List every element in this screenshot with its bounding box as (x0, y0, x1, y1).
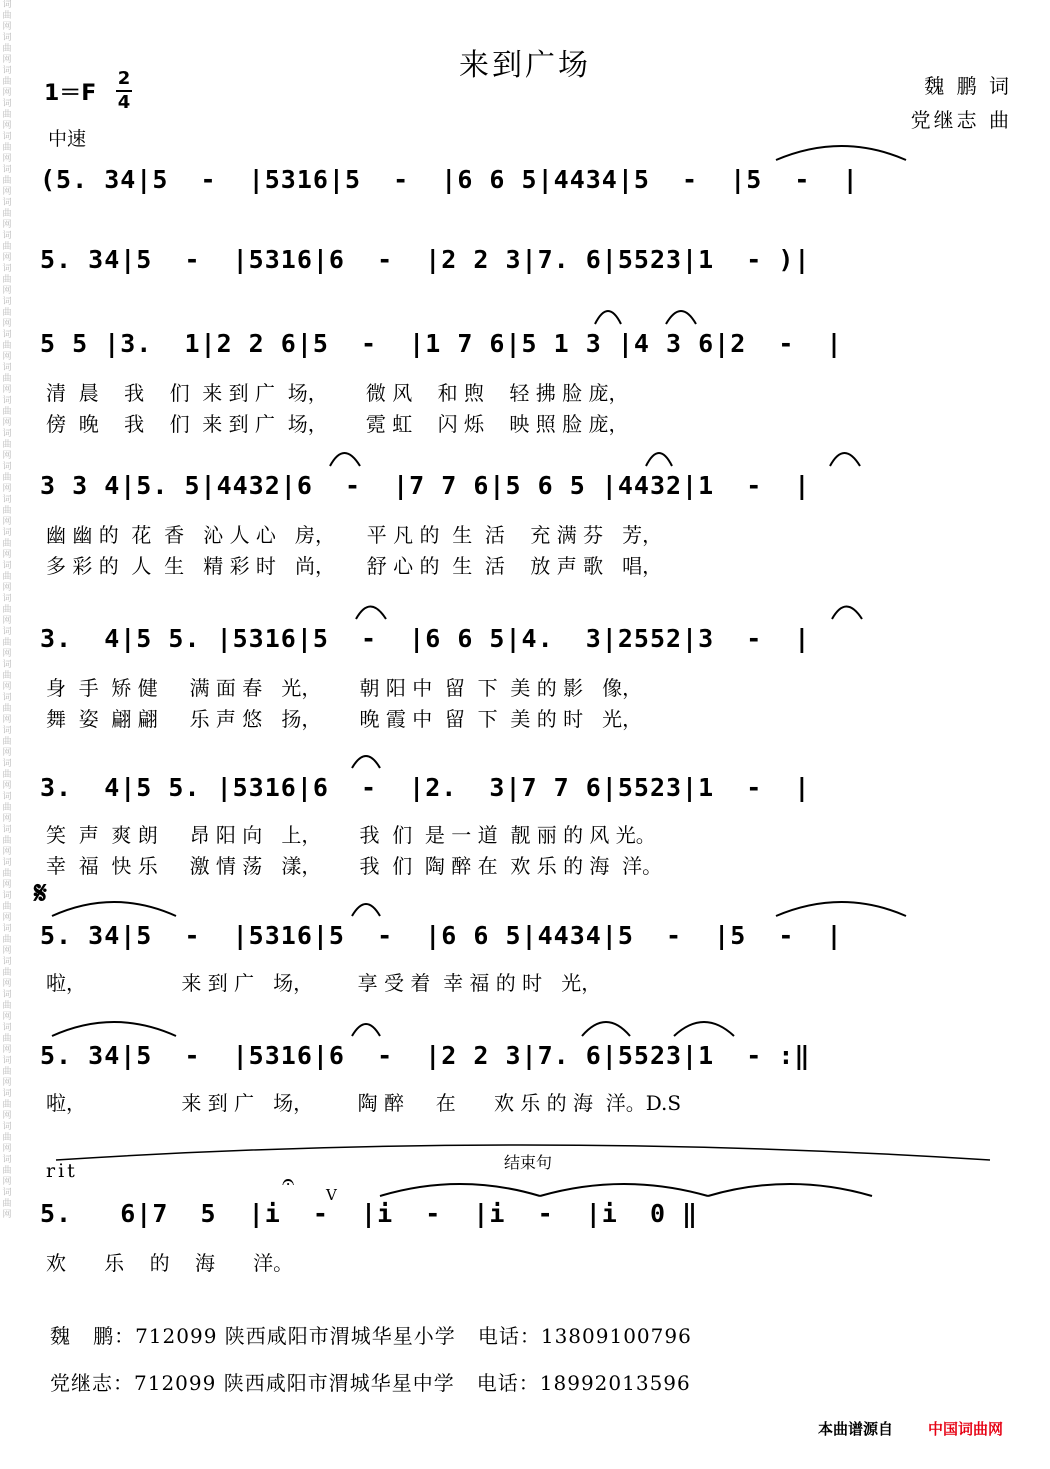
segno-sign: 𝄋 (34, 876, 47, 911)
lyric-line-4-verse-1: 幽 幽 的 花 香 沁 人 心 房， 平 凡 的 生 活 充 满 芬 芳， (46, 523, 663, 547)
key-signature: 1＝F (44, 81, 97, 106)
score-line-7: 5. 34|5 - |5316|5 - |6 6 5|4434|5 - |5 - | (40, 921, 843, 950)
lyric-line-3-verse-1: 清 晨 我 们 来 到 广 场， 微 风 和 煦 轻 拂 脸 庞， (46, 381, 629, 405)
time-signature-top: 2 (117, 68, 131, 89)
lyric-line-4-verse-2: 多 彩 的 人 生 精 彩 时 尚， 舒 心 的 生 活 放 声 歌 唱， (46, 554, 663, 578)
lyric-line-3-verse-2: 傍 晚 我 们 来 到 广 场， 霓 虹 闪 烁 映 照 脸 庞， (46, 412, 629, 436)
score-line-3: 5 5 |3. 1|2 2 6|5 - |1 7 6|5 1 3 |4 3 6|2 - | (40, 329, 843, 358)
lyric-line-7: 啦， 来 到 广 场， 享 受 着 幸 福 的 时 光， (46, 971, 602, 995)
lyric-line-5-verse-2: 舞 姿 翩 翩 乐 声 悠 扬， 晚 霞 中 留 下 美 的 时 光， (46, 707, 643, 731)
footer-site-link[interactable]: 中国词曲网 (928, 1420, 1004, 1438)
score-line-5: 3. 4|5 5. |5316|5 - |6 6 5|4. 3|2552|3 - | (40, 624, 811, 653)
contact-lyricist: 魏 鹏：712099 陕西咸阳市渭城华星小学 电话：13809100796 (50, 1324, 692, 1348)
score-line-4: 3 3 4|5. 5|4432|6 - |7 7 6|5 6 5 |4432|1 - | (40, 471, 811, 500)
ending-label: 结束句 (504, 1153, 553, 1172)
contact-composer: 党继志：712099 陕西咸阳市渭城华星中学 电话：18992013596 (50, 1371, 691, 1395)
lyric-line-8: 啦， 来 到 广 场， 陶 醉 在 欢 乐 的 海 洋。D.S (46, 1091, 682, 1115)
time-signature (116, 68, 132, 114)
lyric-line-6-verse-2: 幸 福 快 乐 激 情 荡 漾， 我 们 陶 醉 在 欢 乐 的 海 洋。 (46, 854, 663, 878)
lyric-line-9: 欢 乐 的 海 洋。 (46, 1251, 294, 1275)
composer-credit: 党继志 曲 (910, 108, 1012, 132)
score-line-1: (5. 34|5 - |5316|5 - |6 6 5|4434|5 - |5 - | (40, 165, 859, 194)
score-line-9: 5. 6|7 5 |i - |i - |i - |i 0 ‖ (40, 1199, 699, 1228)
score-line-8: 5. 34|5 - |5316|6 - |2 2 3|7. 6|5523|1 - :‖ (40, 1041, 811, 1070)
tempo-marking: 中速 (48, 128, 87, 150)
fermata-icon: 𝄐 (282, 1170, 295, 1195)
breath-mark: V (326, 1186, 337, 1204)
lyric-line-5-verse-1: 身 手 矫 健 满 面 春 光， 朝 阳 中 留 下 美 的 影 像， (46, 676, 643, 700)
time-signature-bottom: 4 (117, 92, 131, 113)
song-title: 来到广场 (459, 48, 591, 83)
score-line-2: 5. 34|5 - |5316|6 - |2 2 3|7. 6|5523|1 - )| (40, 245, 811, 274)
footer-source-label: 本曲谱源自 (818, 1420, 894, 1438)
lyric-line-6-verse-1: 笑 声 爽 朗 昂 阳 向 上， 我 们 是 一 道 靓 丽 的 风 光。 (46, 823, 656, 847)
score-line-6: 3. 4|5 5. |5316|6 - |2. 3|7 7 6|5523|1 - | (40, 773, 811, 802)
lyricist-credit: 魏 鹏 词 (924, 74, 1012, 98)
watermark-strip: 词曲网词曲网词曲网词曲网词曲网词曲网词曲网词曲网词曲网词曲网词曲网词曲网词曲网词曲网词曲网词曲网词曲网词曲网词曲网词曲网词曲网词曲网词曲网词曲网词曲网词曲网词曲网词曲网词曲网词曲网词曲网词曲网词曲网词曲网词曲网词曲网词曲网 (2, 0, 12, 1220)
ritardando-marking: rit (46, 1160, 78, 1182)
